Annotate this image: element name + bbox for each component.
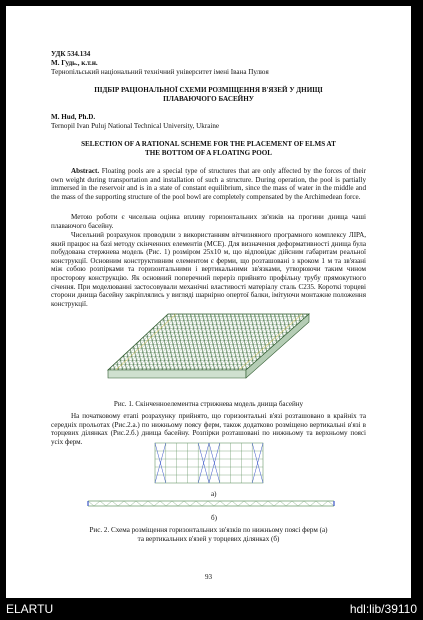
bracing-elevation-scheme: [86, 499, 336, 509]
affiliation-ua: Тернопільський національний технічний університет імені Івана Пулюя: [51, 68, 269, 76]
body-paragraph-3: На початковому етапі розрахунку прийнято, що горизонтальні в'язі розташовано в крайніх та середніх прольотах (Рис.2.а.) по нижньому поясу ферм, також додатково розміщено вертикальні в'язі в торцевих ділянках (Рис.2.б.) днища басейну. Розпірки розташовані по нижньому та верхньому поясі усіх ферм.: [51, 412, 366, 446]
figure-2-caption-line1: Рис. 2. Схема розміщення горизонтальних зв'язків по нижньому поясі ферм (а): [89, 526, 328, 534]
author-en: M. Hud, Ph.D.: [51, 113, 96, 121]
repository-footer: [0, 598, 423, 620]
page-number: 93: [204, 573, 213, 581]
abstract-text: Floating pools are a special type of structures that are only affected by the forces of their own weight during transportation and installation of such a structure. During operation, the pool is partially immersed in the reservoir and is in a state of constant equilibrium, since the mass of water in the middle and the mass of the supporting structure of the pool bowl are completely compensated by the Archimedean force.: [51, 167, 366, 201]
figure-2-caption-line2: та вертикальних в'язей у торцевих ділянках (б): [137, 534, 280, 543]
figure-2b-label: б): [211, 514, 217, 522]
title-ua-line2: ПЛАВАЮЧОГО БАСЕЙНУ: [163, 94, 254, 103]
title-en-line2: THE BOTTOM OF A FLOATING POOL: [145, 148, 272, 157]
body-paragraph-2: Чисельний розрахунок проводили з використанням вітчизняного програмного комплексу ЛІРА, який працює на базі методу скінченних елементів (МСЕ). Для визначення деформативності днища була побудована стержнева модель (Рис. 1) розміром 25х10 м, що відповідає дійсним габаритам реальної конструкції. Основним конструктивним елементом є ферми, що розташовані з кроком 1 м та зв'язані між собою розпірками та горизонтальними і вертикальними зв'язками, утворюючи таким чином просторову конструкцію. Як основний поперечний переріз прийнято профільну трубу прямокутного січення. При моделюванні застосовували механічні властивості матеріалу сталь С235. Короткі торцеві сторони днища басейну закріплялись у вигляді шарнірно опертої балки, імітуючи монтажне положення конструкції.: [51, 231, 366, 308]
title-en: [51, 140, 366, 157]
title-ua: [51, 86, 366, 103]
author-ua: М. Гудь., к.т.н.: [51, 59, 98, 67]
handle-identifier: hdl:lib/39110: [349, 602, 417, 616]
title-en-line1: SELECTION OF A RATIONAL SCHEME FOR THE PLACEMENT OF ELMS AT: [81, 140, 336, 148]
figure-1-caption: Рис. 1. Скінченноелементна стрижнева модель днища басейну: [113, 400, 304, 408]
figure-2-caption: [51, 526, 366, 543]
repository-name: ELARTU: [6, 602, 54, 616]
figure-2a-label: а): [211, 490, 217, 498]
affiliation-en: Ternopil Ivan Puluj National Technical University, Ukraine: [51, 122, 220, 130]
fe-model-figure: [106, 312, 311, 394]
body-paragraph-1: Метою роботи є чисельна оцінка впливу горизонтальних зв'язків на прогини днища чаші плаваючого басейну.: [51, 213, 366, 230]
title-ua-line1: ПІДБІР РАЦІОНАЛЬНОЇ СХЕМИ РОЗМІЩЕННЯ В'ЯЗЕЙ У ДНИЩІ: [94, 86, 323, 94]
bracing-plan-scheme: [154, 442, 264, 484]
udk-code: УДК 534.134: [51, 50, 91, 58]
abstract-paragraph: [51, 167, 366, 201]
document-page: [6, 6, 411, 598]
abstract-label: Abstract.: [71, 167, 100, 175]
